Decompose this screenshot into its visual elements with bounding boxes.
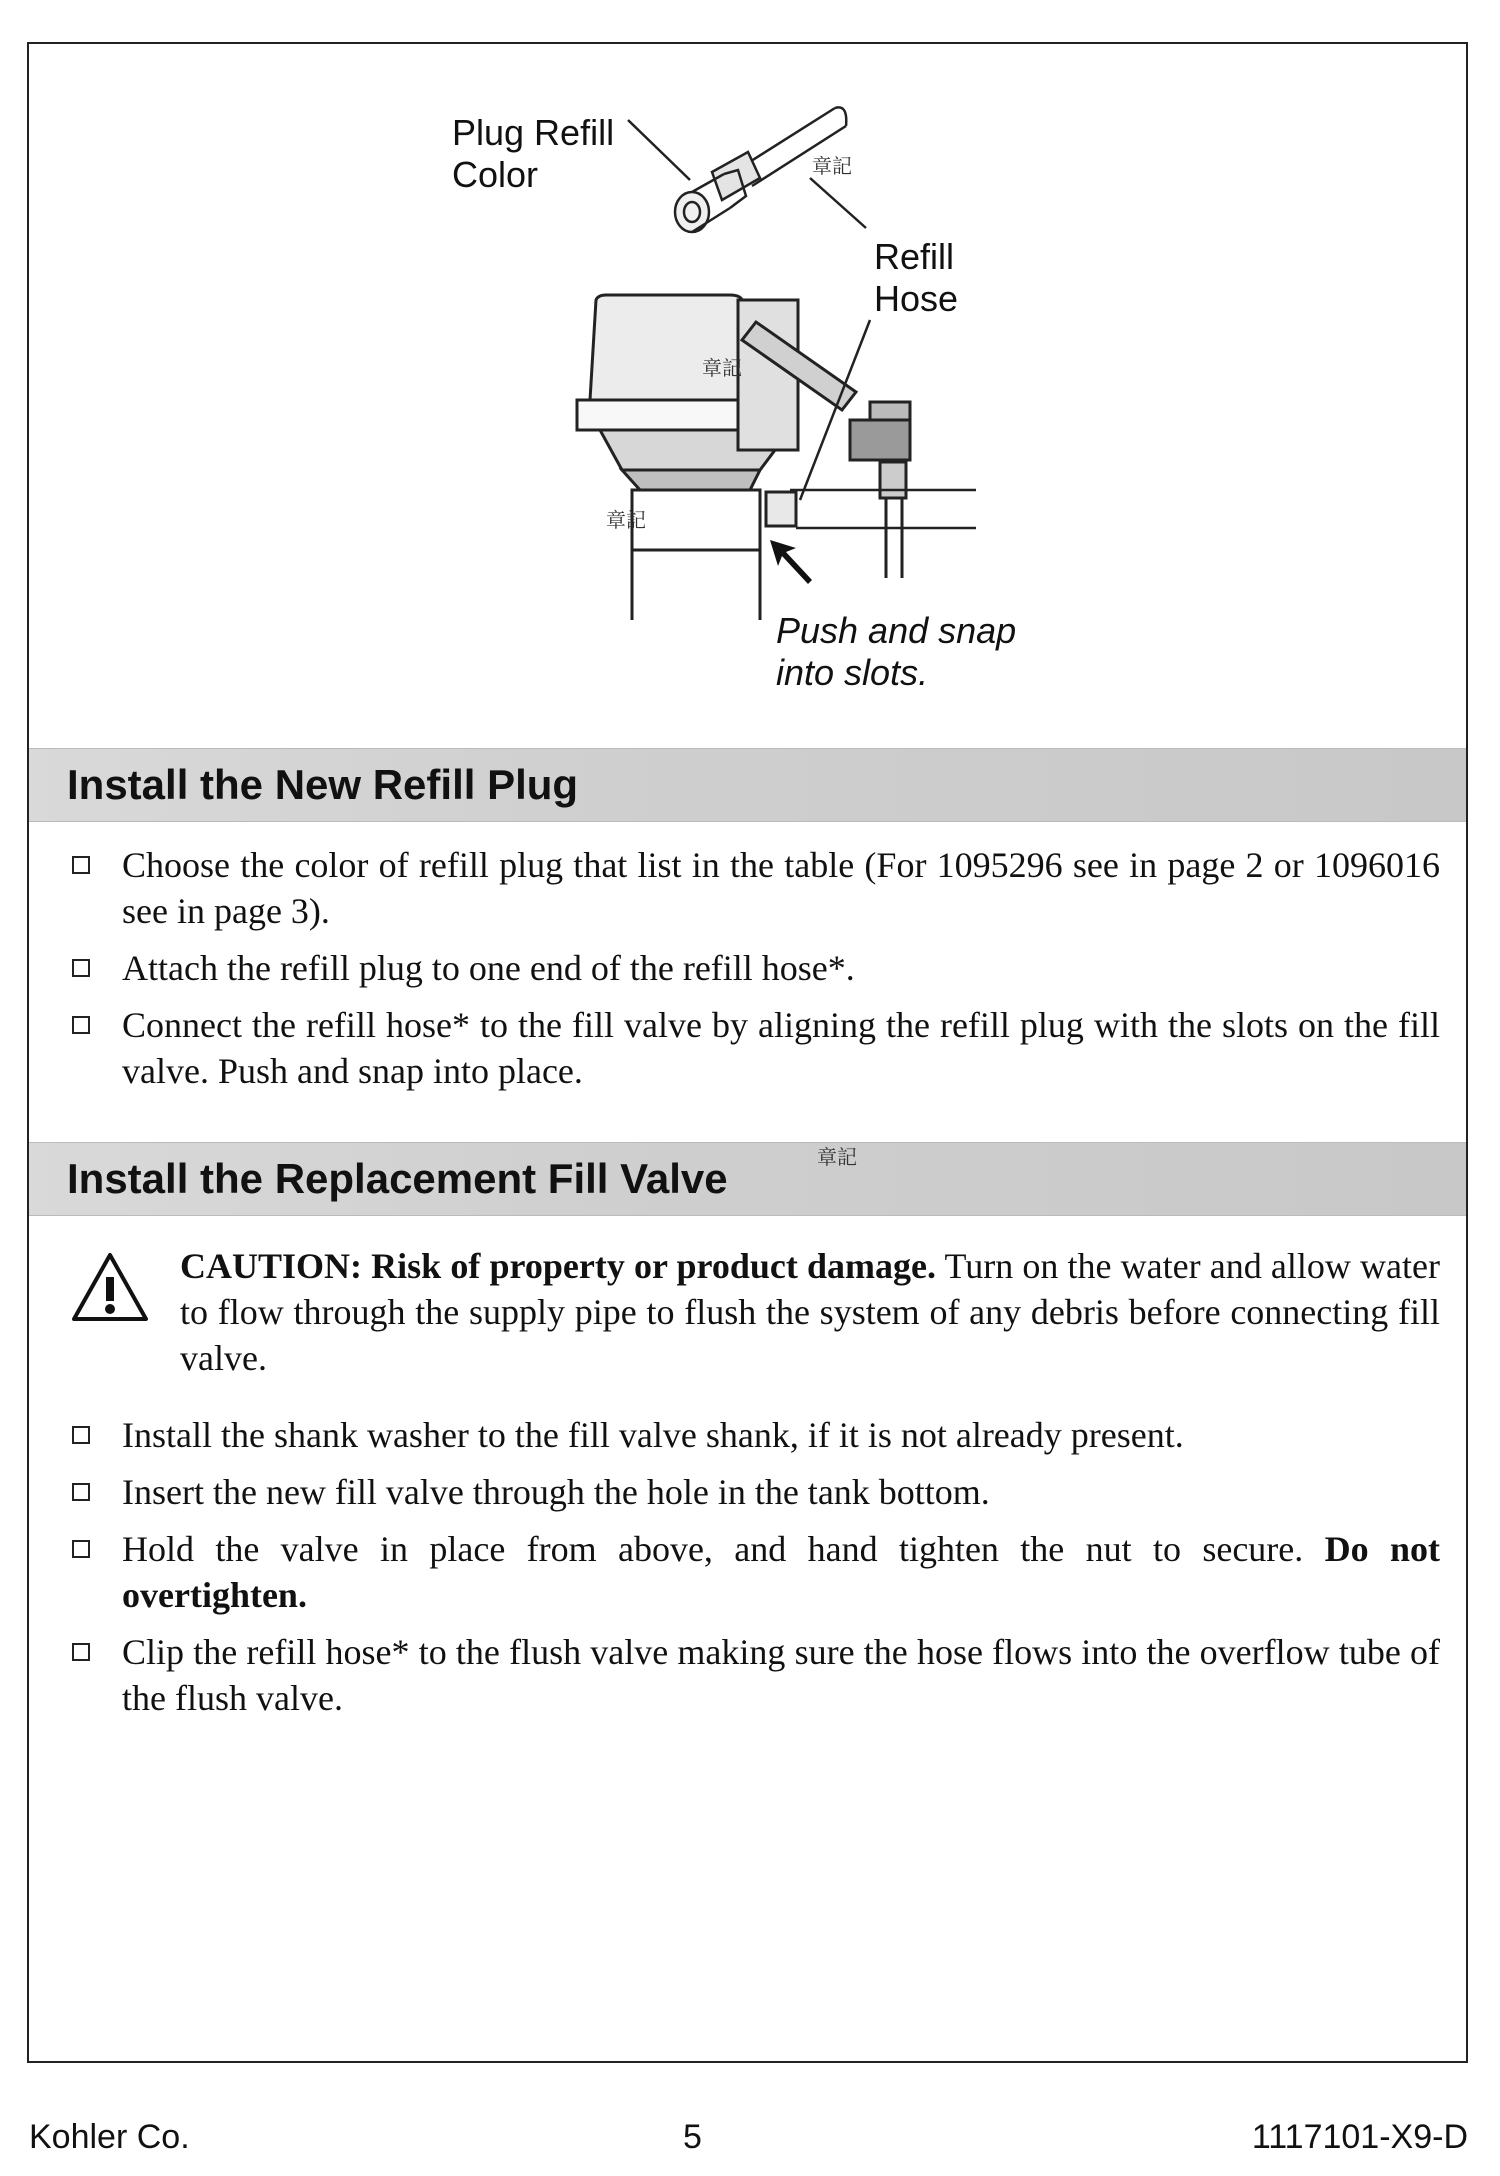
section-header-refill-plug [29, 748, 1466, 822]
checkbox-icon [72, 959, 90, 977]
checkbox-icon [72, 1540, 90, 1558]
footer-page-number: 5 [683, 2118, 702, 2156]
stamp-mark: 章記 [812, 154, 852, 178]
caution-text: CAUTION: Risk of property or product damage. Turn on the water and allow water to flow through the supply pipe to flush the system of any debris before connecting fill valve. [180, 1246, 1440, 1378]
list-item: Install the shank washer to the fill valve shank, if it is not already present. [70, 1412, 1440, 1458]
list-item: Choose the color of refill plug that list in the table (For 1095296 see in page 2 or 1096016 see in page 3). [70, 842, 1440, 934]
section-title: Install the New Refill Plug [67, 761, 579, 808]
refill-plug-steps [70, 842, 1440, 1105]
list-item: Connect the refill hose* to the fill valve by aligning the refill plug with the slots on the fill valve. Push and snap into place. [70, 1002, 1440, 1094]
list-item: Clip the refill hose* to the flush valve making sure the hose flows into the overflow tube of the flush valve. [70, 1629, 1440, 1721]
fill-valve-steps [70, 1412, 1440, 1732]
stamp-mark: 章記 [817, 1145, 857, 1169]
refill-hose-label: Refill Hose [874, 236, 959, 319]
list-item: Insert the new fill valve through the hole in the tank bottom. [70, 1469, 1440, 1515]
checkbox-icon [72, 856, 90, 874]
list-item: Hold the valve in place from above, and hand tighten the nut to secure. Do not overtighten. [70, 1526, 1440, 1618]
checkbox-icon [72, 1426, 90, 1444]
warning-triangle-icon [70, 1251, 150, 1323]
footer-doc-number: 1117101-X9-D [1251, 2118, 1468, 2156]
fill-valve-illustration [0, 0, 1500, 720]
push-snap-label: Push and snap into slots. [776, 610, 1017, 693]
refill-plug-diagram [0, 0, 1500, 720]
checkbox-icon [72, 1016, 90, 1034]
plug-refill-color-label: Plug Refill Color [452, 112, 615, 195]
section-header-fill-valve [29, 1142, 1466, 1216]
stamp-mark: 章記 [606, 508, 646, 532]
list-item: Attach the refill plug to one end of the refill hose*. [70, 945, 1440, 991]
section-title: Install the Replacement Fill Valve [67, 1155, 728, 1202]
checkbox-icon [72, 1643, 90, 1661]
footer-company: Kohler Co. [29, 2118, 190, 2156]
stamp-mark: 章記 [702, 356, 742, 380]
checkbox-icon [72, 1483, 90, 1501]
